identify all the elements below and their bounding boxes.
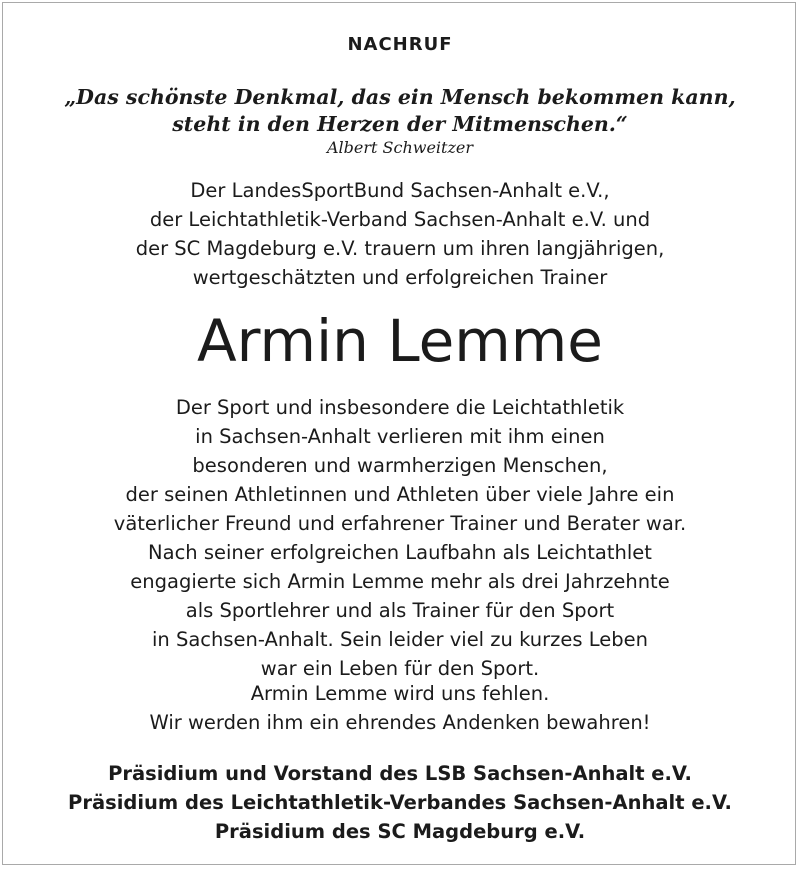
quote-author: Albert Schweitzer <box>326 138 474 157</box>
signatory-line: Präsidium des SC Magdeburg e.V. <box>214 820 586 843</box>
intro-text <box>0 176 800 292</box>
paragraph-line: in Sachsen-Anhalt. Sein leider viel zu kurzes Leben <box>151 628 649 651</box>
paragraph-line: besonderen und warmherzigen Menschen, <box>192 454 608 477</box>
paragraph-line: Nach seiner erfolgreichen Laufbahn als Leichtathlet <box>148 541 652 564</box>
paragraph-farewell <box>0 679 800 737</box>
deceased-name: Armin Lemme <box>197 307 603 375</box>
signatory-line: Präsidium und Vorstand des LSB Sachsen-Anhalt e.V. <box>108 762 692 785</box>
paragraph-line: Armin Lemme wird uns fehlen. <box>250 682 550 705</box>
intro-line: Der LandesSportBund Sachsen-Anhalt e.V., <box>190 179 610 202</box>
heading: NACHRUF <box>347 34 453 55</box>
paragraph-line: in Sachsen-Anhalt verlieren mit ihm einen <box>195 425 605 448</box>
paragraph-line: väterlicher Freund und erfahrener Trainer und Berater war. <box>113 512 687 535</box>
paragraph-line: engagierte sich Armin Lemme mehr als drei Jahrzehnte <box>130 570 670 593</box>
paragraph-line: Der Sport und insbesondere die Leichtathletik <box>175 396 625 419</box>
quote-line: „Das schönste Denkmal, das ein Mensch bekommen kann, <box>64 85 736 109</box>
paragraph-line: als Sportlehrer und als Trainer für den Sport <box>185 599 615 622</box>
paragraph-line: war ein Leben für den Sport. <box>260 657 540 680</box>
paragraph-career <box>0 538 800 683</box>
quote-line: steht in den Herzen der Mitmenschen.“ <box>172 112 628 136</box>
paragraph-tribute <box>0 393 800 538</box>
signatories <box>0 759 800 846</box>
intro-line: der SC Magdeburg e.V. trauern um ihren langjährigen, <box>135 237 665 260</box>
intro-line: der Leichtathletik-Verband Sachsen-Anhalt e.V. und <box>149 208 651 231</box>
intro-line: wertgeschätzten und erfolgreichen Trainer <box>192 266 608 289</box>
paragraph-line: Wir werden ihm ein ehrendes Andenken bewahren! <box>149 711 651 734</box>
quote <box>0 84 800 138</box>
paragraph-line: der seinen Athletinnen und Athleten über viele Jahre ein <box>125 483 675 506</box>
signatory-line: Präsidium des Leichtathletik-Verbandes Sachsen-Anhalt e.V. <box>68 791 732 814</box>
